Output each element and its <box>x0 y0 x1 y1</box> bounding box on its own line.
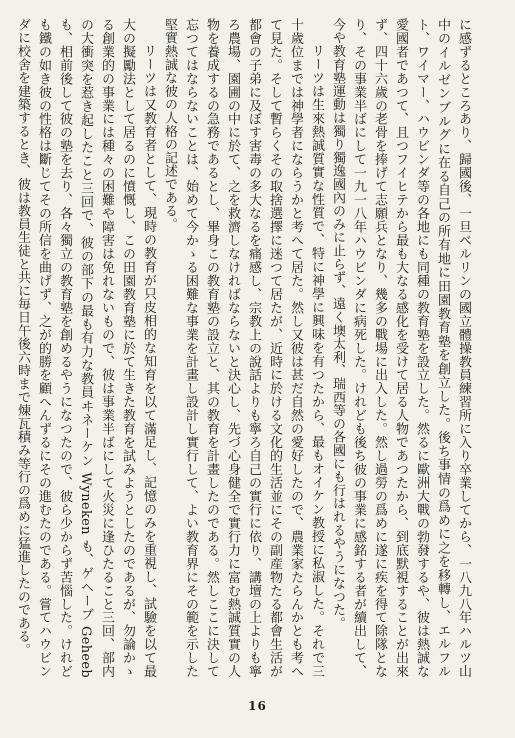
paragraph-1: に感ずるところあり、歸國後、一旦ベルリンの國立體操教員練習所に入り卒業してから、一八九八年ハルツ山中のイルゼンブルグに在る自己の所有地に田園教育塾を創立した。後ち事情の爲めに之を移轉し、エルフルト、ワイマー、ハウビンダ等の各地にも同種の教育塾を設立した。然るに歐洲大戰の勃發するや、彼は熱誠な愛國者であつて、且つフイヒテから最も大なる感化を受けて居る人物であつたから、到底默視することが出來ず、四十六歲の老骨を捧げて志願兵となり、幾多の戰場に出入した。然し過勞の爲めに遂に疾を得て除隊となり、その事業半ばにして一九一八年ハウビンダに病死した。けれども後ち彼の事業に感銘する者が續出して、今や教育塾運動は獨り獨逸國內のみに止らず、遠く墺太利、瑞西等の各國にも行はれるやうになつた。 <box>330 18 471 678</box>
page-number: 16 <box>248 699 267 713</box>
text-area <box>12 18 505 678</box>
paragraph-3: リーツは又教育者として、現時の教育が只皮相的な知育を以て滿足し、記憶のみを重視し、試驗を以て最大の擬勵法として居るのに憤慨し、この田園教育塾に於て生きた教育を試みようとしたのであるが、勿論かゝる創業的の事業には種々の困難や障害は免れないもので、彼は事業半ばにして火災に逢ひたること三回、部内の大衝突を惹き起したこと三回で、彼の部下の最も有力な教員ヰネーケン Wyneken も、ゲヘーブ Geheeb も、相前後して彼の塾を去り、各々獨立の教育塾を創めるやうになつたので、彼ら少からず苦惱した。けれども鐵の如き彼の性格は斷じてその所信を曲げず、之が的勝を顧へんずるにその進むたのである。嘗てハウビンダに校舍を建築するとき、彼は教員生徒と共に毎日午後六時まで煉瓦積み等行の爲めに猛進したのである。 <box>15 18 156 678</box>
vertical-text-body <box>12 18 474 678</box>
paragraph-2: リーツは生來熱誠質實な性質で、特に神學に興味を有つたから、最もオイケン教授に私淑した。それで三十歲位までは神學者にならうかと考へて居た。然し又彼は甚だ自然の愛好したので、農業家たらんかとも考へて見た。そして暫らくその取捨選擇に迷つて居たが、近時に於ける文化的生活並にその副産物たる都會生活が都會の子弟に及ぼす害毒の多大なるを痛感し、宗教上の說話よりも寧ろ自己の實行に依り、講壇の上よりも寧ろ農場、園圃の中に於て、之を救濟しなければならないと決心し、先づ心身健全で實行力に富む熱誠質實の人物を養成するの急務であるとし、畢身この教育塾の設立と、其の教育を計畫したのである。然しここに決して忘つてはならないことは、始めて今かゝる困難な事業を計畫し設計し實行して、よい教育界にその範を示した堅實熱誠な彼の人格の記述である。 <box>162 18 324 678</box>
